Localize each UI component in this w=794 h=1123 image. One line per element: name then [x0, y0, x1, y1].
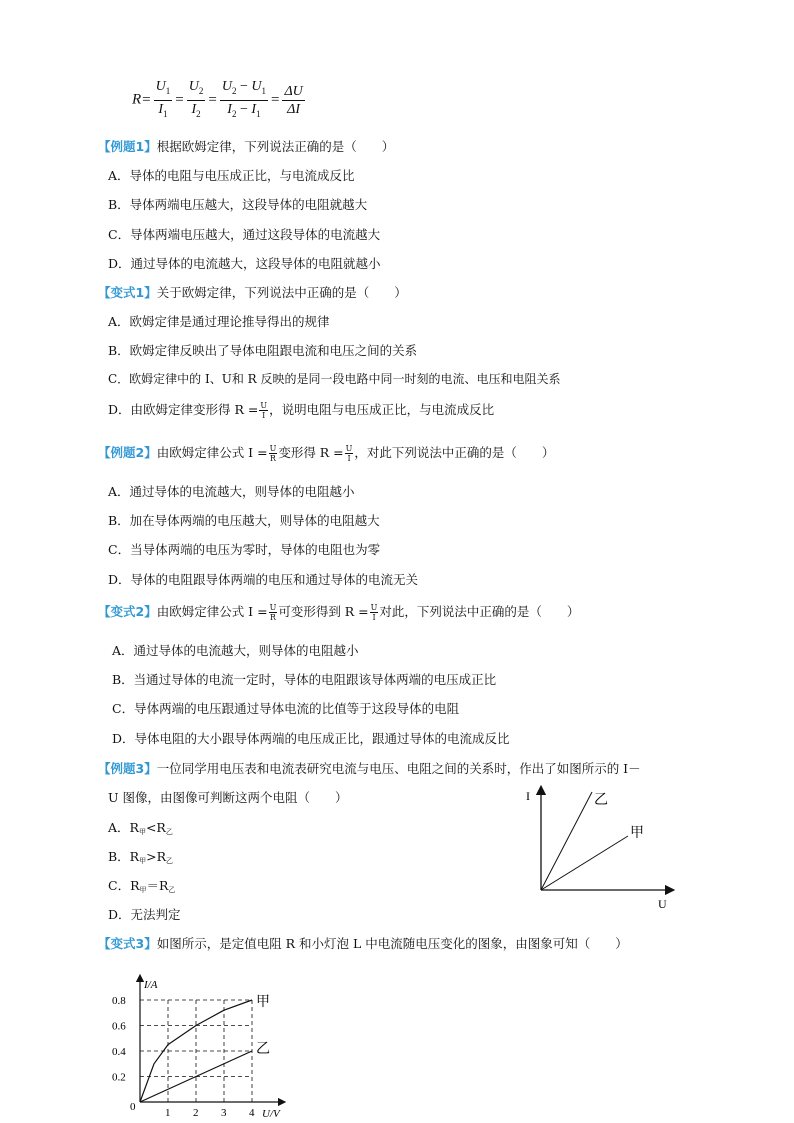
variant-3-chart: [110, 972, 300, 1120]
ohm-formula: R= $\frac{U_1}{I_1}$ = $\frac{U_2}{I_2}$ = $\frac{U_2 - U_1}{I_2 - I_1}$ = $\frac{\Delta U}{\Delta I}$: [132, 78, 307, 123]
variant-2-option-a: A．通过导体的电流越大，则导体的电阻越小: [112, 643, 359, 658]
line-jia: [541, 836, 628, 890]
example-2-option-a: A．通过导体的电流越大，则导体的电阻越小: [108, 484, 355, 499]
x-tick-label: 4: [249, 1107, 255, 1119]
example-1-option-c: C．导体两端电压越大，通过这段导体的电流越大: [108, 227, 381, 242]
variant-2-option-d: D．导体电阻的大小跟导体两端的电压成正比，跟通过导体的电流成反比: [112, 731, 510, 746]
chart-y-label: I/A: [144, 979, 158, 991]
y-tick-label: 0.8: [112, 995, 126, 1007]
y-tick-label: 0.4: [112, 1046, 126, 1058]
y-tick-label: 0.2: [112, 1071, 126, 1084]
variant-1-option-c: C．欧姆定律中的 I、U和 R 反映的是同一段电路中同一时刻的电流、电压和电阻关系: [108, 372, 561, 386]
example-2-option-c: C．当导体两端的电压为零时，导体的电阻也为零: [108, 542, 381, 557]
variant-1-option-a: A．欧姆定律是通过理论推导得出的规律: [108, 314, 330, 329]
formula-frac-3: $\frac{U_2 - U_1}{I_2 - I_1}$: [221, 79, 266, 119]
curve-label-jia: 甲: [256, 995, 270, 1010]
line-label-yi: 乙: [256, 1042, 270, 1057]
variant-1-option-b: B．欧姆定律反映出了导体电阻跟电流和电压之间的关系: [108, 343, 418, 358]
line-yi: [541, 792, 592, 890]
formula-frac-1: $\frac{U_1}{I_1}$: [155, 79, 171, 119]
x-axis-label: U: [658, 897, 667, 911]
example-1-option-d: D．通过导体的电流越大，这段导体的电阻就越小: [108, 256, 381, 271]
variant-1-stem: 【变式1】关于欧姆定律，下列说法中正确的是（ ）: [98, 285, 407, 300]
formula-frac-4: $\frac{\Delta U}{\Delta I}$: [284, 83, 303, 117]
example-2-stem: 【例题2】由欧姆定律公式 I = $\frac{U}{R}$ 变形得 R = $\frac{U}{I}$ ，对此下列说法中正确的是（ ）: [98, 444, 555, 463]
example-3-option-c: C．$R_甲=R_乙$: [108, 878, 176, 894]
example-1-stem: 【例题1】根据欧姆定律，下列说法正确的是（ ）: [98, 139, 395, 154]
example-3-stem-line2: U 图像，由图像可判断这两个电阻（ ）: [108, 790, 348, 805]
example-3-option-a: A．$R_甲<R_乙$: [108, 820, 173, 836]
variant-2-stem: 【变式2】由欧姆定律公式 I = $\frac{U}{R}$ 可变形得到 R = $\frac{U}{I}$ 对此，下列说法中正确的是（ ）: [98, 603, 580, 622]
formula-frac-2: $\frac{U_2}{I_2}$: [188, 79, 204, 119]
variant-2-option-b: B．当通过导体的电流一定时，导体的电阻跟该导体两端的电压成正比: [112, 672, 497, 687]
label-jia: 甲: [630, 826, 644, 841]
y-tick-label: 0.6: [112, 1020, 126, 1033]
x-tick-label: 1: [165, 1107, 171, 1119]
example-2-option-d: D．导体的电阻跟导体两端的电压和通过导体的电流无关: [108, 572, 419, 587]
chart-origin: 0: [130, 1101, 136, 1113]
example-1-option-a: A．导体的电阻与电压成正比，与电流成反比: [108, 168, 355, 183]
variant-2-option-c: C．导体两端的电压跟通过导体电流的比值等于这段导体的电阻: [112, 701, 460, 716]
example-2-option-b: B．加在导体两端的电压越大，则导体的电阻越大: [108, 513, 380, 528]
example-3-stem-line1: 【例题3】一位同学用电压表和电流表研究电流与电压、电阻之间的关系时，作出了如图所示的 I－: [98, 761, 641, 776]
variant-1-option-d: D．由欧姆定律变形得 R = $\frac{U}{I}$ ，说明电阻与电压成正比，与电流成反比: [108, 401, 495, 420]
label-yi: 乙: [594, 793, 608, 808]
example-3-option-d: D．无法判定: [108, 907, 181, 922]
example-3-iu-graph: [520, 782, 680, 912]
y-axis-label: I: [526, 789, 530, 803]
chart-x-label: U/V: [262, 1108, 280, 1120]
x-tick-label: 3: [221, 1107, 227, 1119]
example-1-option-b: B．导体两端电压越大，这段导体的电阻就越大: [108, 197, 368, 212]
x-tick-label: 2: [193, 1107, 199, 1119]
example-3-option-b: B．$R_甲>R_乙$: [108, 849, 173, 865]
variant-3-stem: 【变式3】如图所示，是定值电阻 R 和小灯泡 L 中电流随电压变化的图象，由图象可知（ ）: [98, 936, 628, 951]
